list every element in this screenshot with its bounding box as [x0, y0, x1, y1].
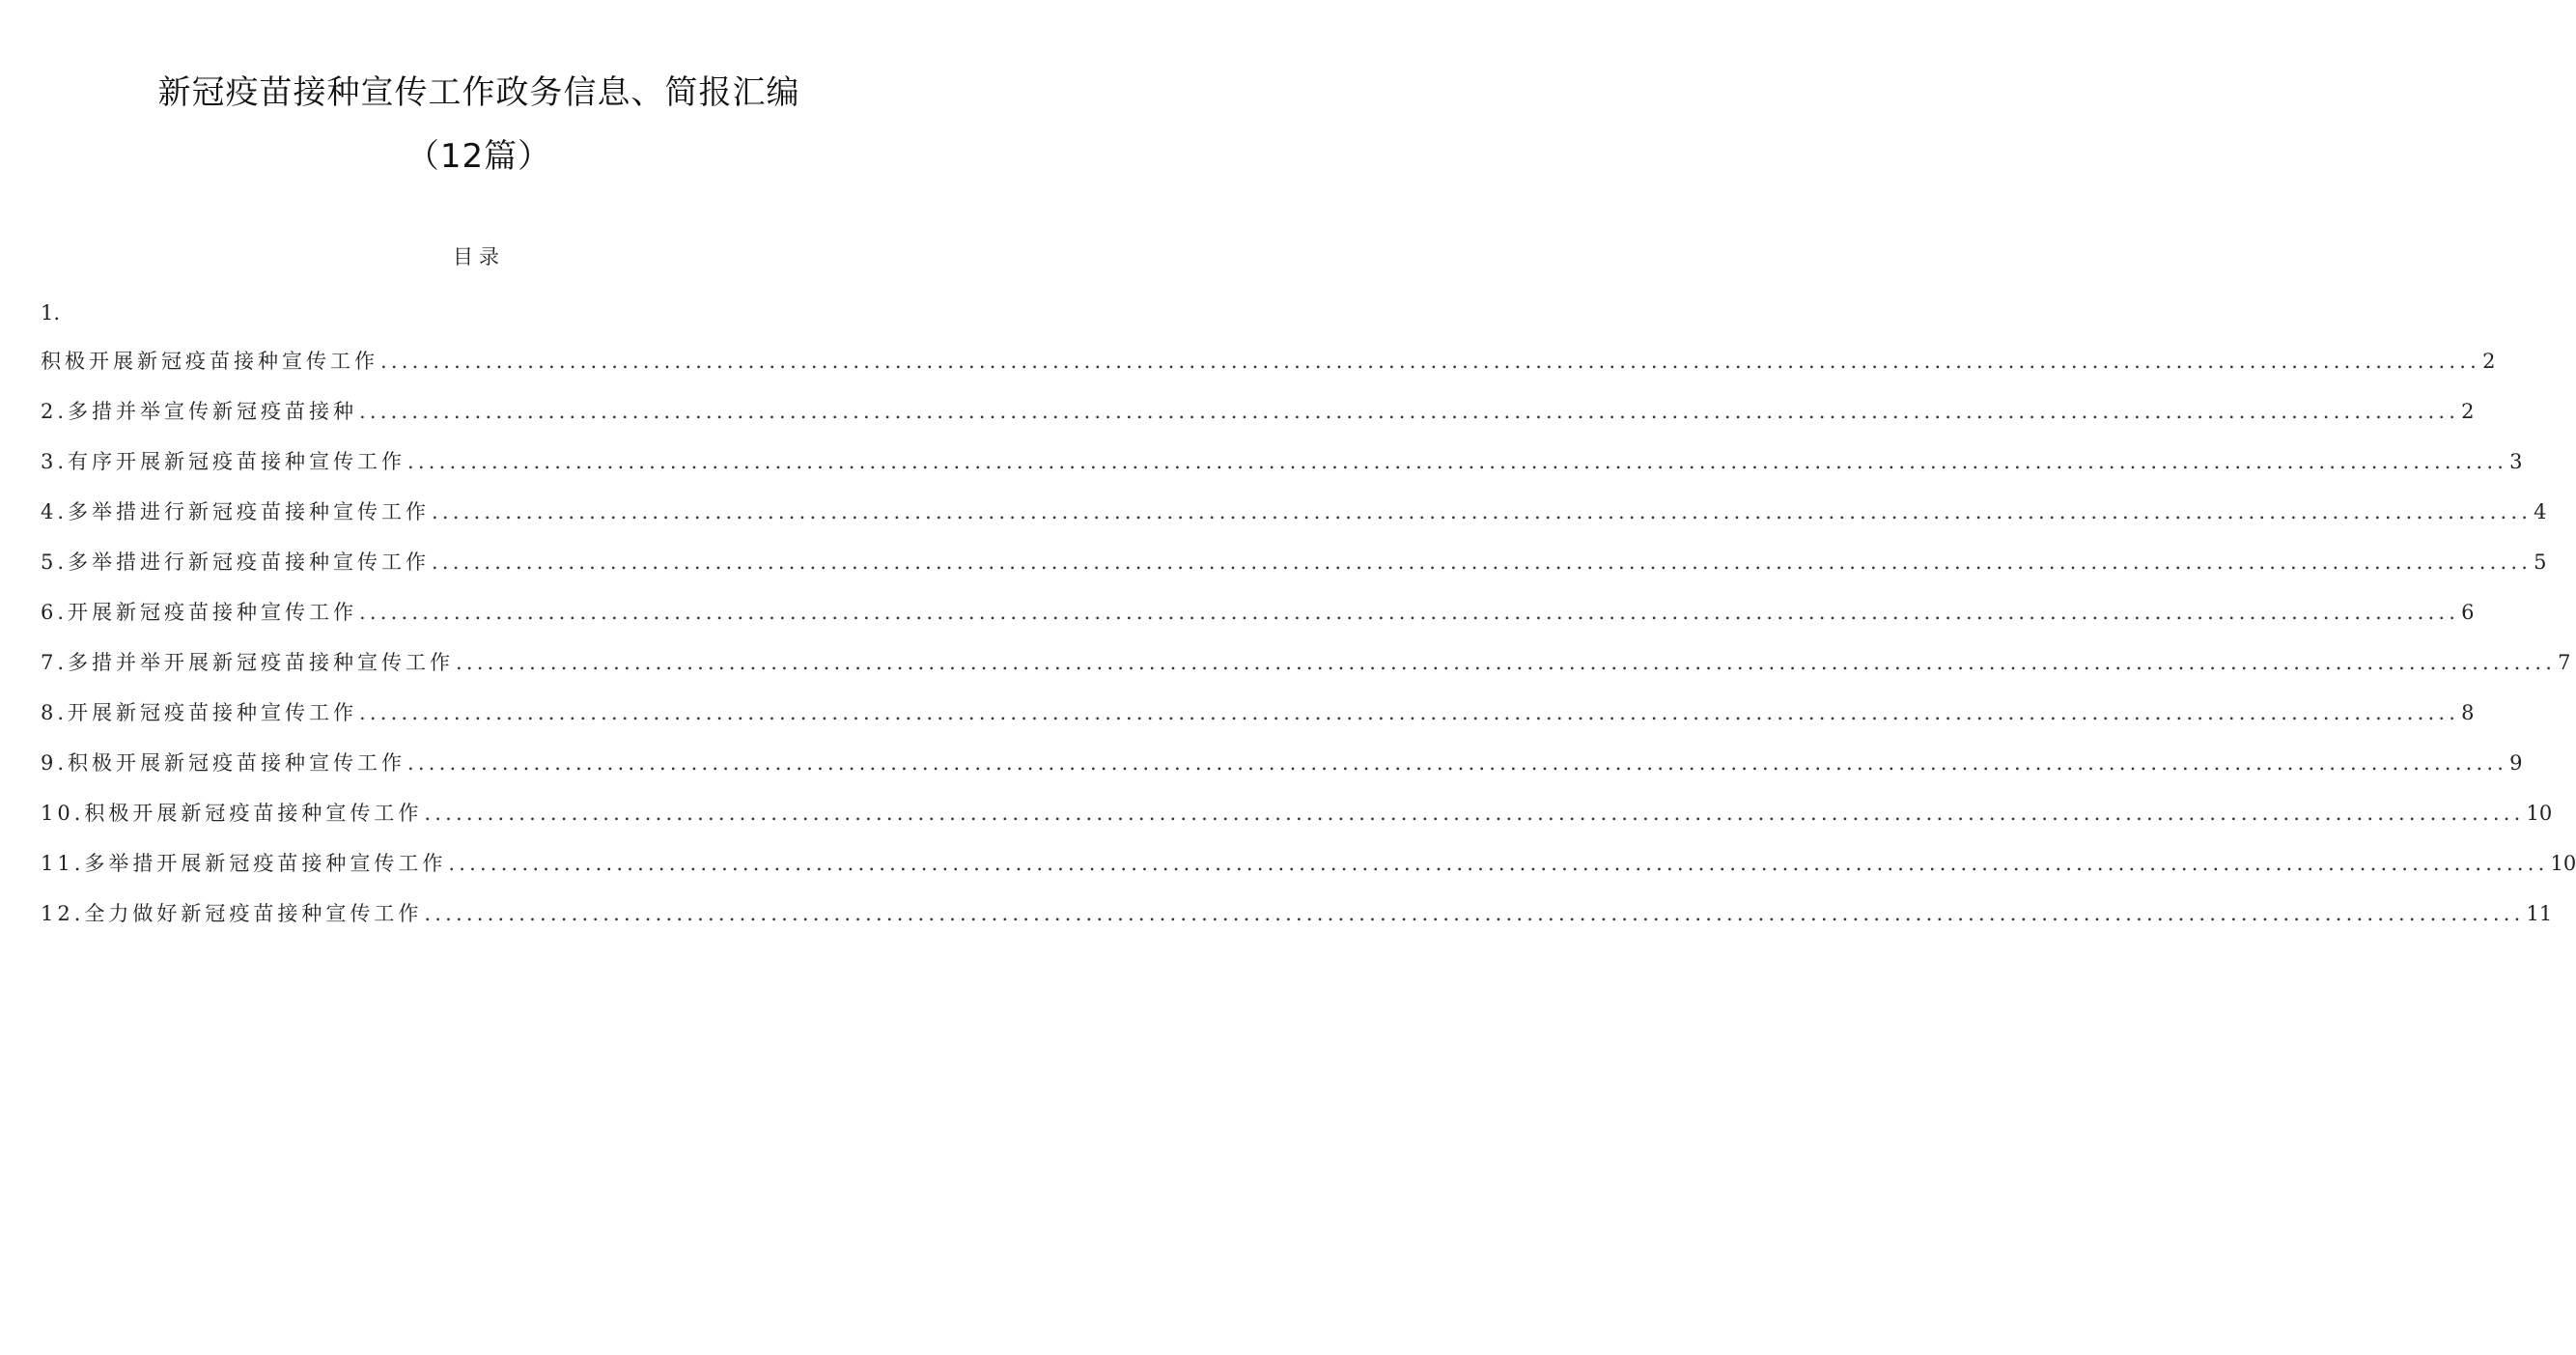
toc-entry-label: 7.多措并举开展新冠疫苗接种宣传工作: [41, 651, 455, 674]
toc-entry-label: 8.开展新冠疫苗接种宣传工作: [41, 701, 358, 724]
toc-leader-dots: ........................................................................................................................................................................................................: [407, 751, 2508, 775]
toc-entry-page: 4: [2534, 500, 2547, 523]
toc-entry-page: 9: [2509, 751, 2523, 775]
toc-entry-label: 4.多举措进行新冠疫苗接种宣传工作: [41, 500, 431, 523]
toc-entry-label: 3.有序开展新冠疫苗接种宣传工作: [41, 450, 406, 473]
toc-entry-label: 2.多措并举宣传新冠疫苗接种: [41, 400, 358, 423]
toc-entry[interactable]: [41, 900, 2553, 950]
toc-entry[interactable]: [41, 398, 2475, 448]
toc-entry[interactable]: [41, 599, 2475, 649]
toc-list: [41, 348, 2576, 950]
toc-entry-page: 11: [2526, 902, 2553, 925]
toc-leader-dots: ........................................................................................................................................................................................................: [359, 400, 2460, 423]
toc-entry-page: 5: [2534, 550, 2547, 574]
toc-entry[interactable]: [41, 448, 2523, 498]
toc-entry[interactable]: [41, 498, 2547, 549]
toc-leader-dots: ........................................................................................................................................................................................................: [448, 852, 2549, 875]
toc-leader-dots: ........................................................................................................................................................................................................: [424, 902, 2525, 925]
toc-entry[interactable]: [41, 800, 2553, 850]
toc-leader-dots: ........................................................................................................................................................................................................: [432, 500, 2533, 523]
toc-entry-page: 7: [2558, 651, 2571, 674]
toc-entry-page: 10: [2550, 852, 2576, 875]
toc-first-number: 1.: [41, 301, 61, 325]
toc-entry-label: 6.开展新冠疫苗接种宣传工作: [41, 601, 358, 624]
toc-entry-page: 3: [2509, 450, 2523, 473]
toc-entry-label: 11.多举措开展新冠疫苗接种宣传工作: [41, 852, 447, 875]
toc-heading: 目录: [453, 245, 505, 268]
toc-entry[interactable]: [41, 649, 2571, 699]
toc-entry-label: 9.积极开展新冠疫苗接种宣传工作: [41, 751, 406, 775]
toc-entry-page: 6: [2461, 601, 2475, 624]
toc-leader-dots: ........................................................................................................................................................................................................: [424, 802, 2525, 825]
toc-leader-dots: ........................................................................................................................................................................................................: [380, 350, 2481, 373]
toc-entry-label: 5.多举措进行新冠疫苗接种宣传工作: [41, 550, 431, 574]
toc-entry-page: 2: [2482, 350, 2496, 373]
toc-entry-page: 2: [2461, 400, 2475, 423]
toc-leader-dots: ........................................................................................................................................................................................................: [359, 601, 2460, 624]
document-subtitle: （12篇）: [406, 137, 552, 176]
toc-leader-dots: ........................................................................................................................................................................................................: [432, 550, 2533, 574]
toc-entry-page: 8: [2461, 701, 2475, 724]
toc-entry-label: 积极开展新冠疫苗接种宣传工作: [41, 350, 378, 373]
toc-leader-dots: ........................................................................................................................................................................................................: [407, 450, 2508, 473]
document-title: 新冠疫苗接种宣传工作政务信息、简报汇编: [157, 73, 800, 112]
toc-entry[interactable]: [41, 850, 2576, 900]
toc-entry-page: 10: [2526, 802, 2553, 825]
toc-entry[interactable]: [41, 549, 2547, 599]
toc-leader-dots: ........................................................................................................................................................................................................: [359, 701, 2460, 724]
toc-entry-label: 10.积极开展新冠疫苗接种宣传工作: [41, 802, 423, 825]
toc-entry[interactable]: [41, 699, 2475, 749]
toc-entry[interactable]: [41, 348, 2496, 398]
toc-leader-dots: ........................................................................................................................................................................................................: [456, 651, 2557, 674]
toc-entry[interactable]: [41, 749, 2523, 800]
toc-entry-label: 12.全力做好新冠疫苗接种宣传工作: [41, 902, 423, 925]
